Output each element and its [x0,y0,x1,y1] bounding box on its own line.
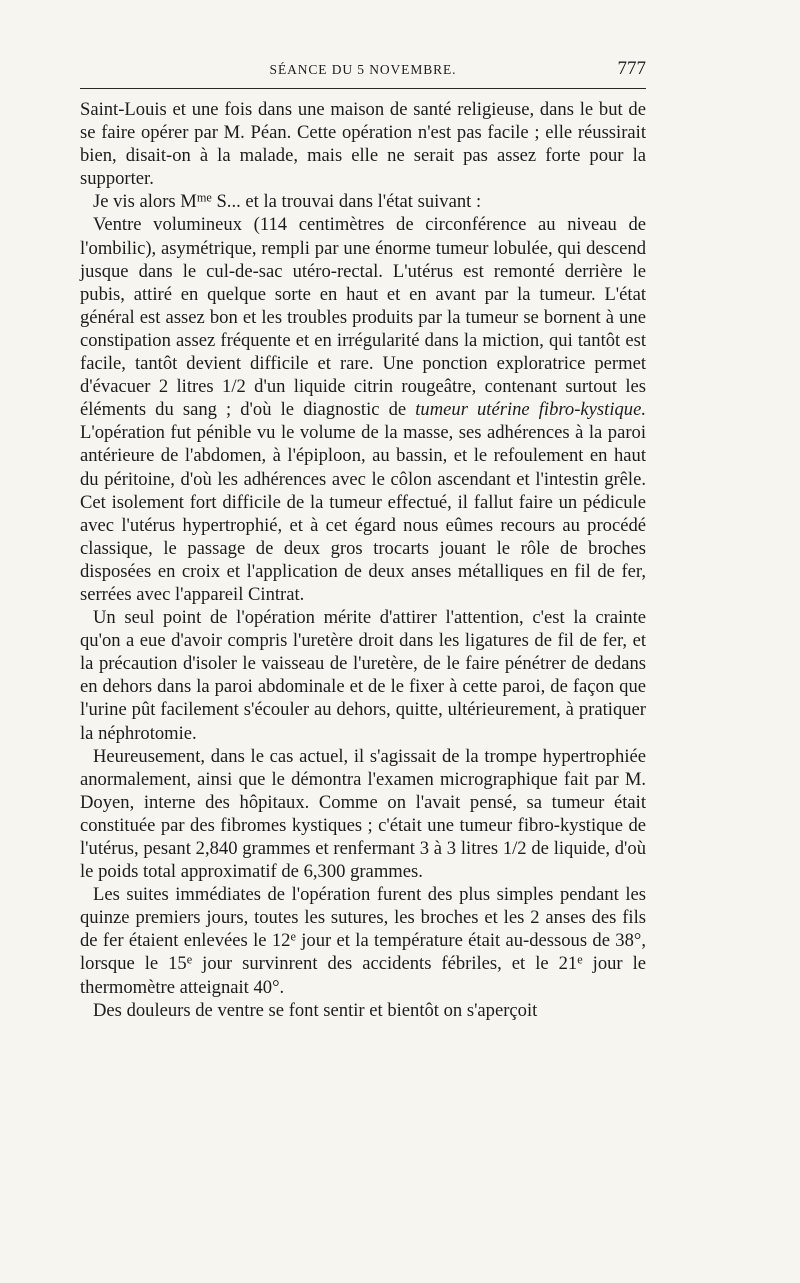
paragraph-6 [80,883,646,998]
italic-term: tumeur utérine fibro-kystique. [415,399,646,421]
text-run: Les suites immédiates de l'opération furent des plus simples pendant les quinze premiers jours, toutes les sutures, les broches et les 2 anses des fils de fer étaient enlevées le 12 [80,884,646,952]
text-run: Ventre volumineux (114 centimètres de circonférence au niveau de l'ombilic), asymétrique, rempli par une énorme tumeur lobulée, qui descend jusque dans le cul-de-sac utéro-rectal. L'utérus est remonté derrière le pubis, attiré en quelque sorte en haut et en avant par la tumeur. L'état général est assez bon et les troubles produits par la tumeur se bornent à une constipation assez fréquente et en irrégularité dans la miction, qui tantôt est facile, tantôt devient difficile et rare. Une ponction exploratrice permet d'évacuer 2 litres 1/2 d'un liquide citrin rougeâtre, contenant surtout les éléments du sang ; d'où le diagnostic de [80,214,646,421]
text-run: S... et la trouvai dans l'état suivant : [211,191,482,213]
running-title: SÉANCE DU 5 NOVEMBRE. [269,62,457,77]
running-head [80,60,646,84]
paragraph-5 [80,745,646,884]
page-number: 777 [617,58,646,79]
body-text [80,98,646,1022]
header-rule [80,88,646,89]
text-run: Des douleurs de ventre se font sentir et bientôt on s'aperçoit [93,999,538,1021]
paragraph-4 [80,606,646,745]
text-run: jour et la température était au-dessous de 38°, lorsque le 15 [80,930,646,975]
text-run: L'opération fut pénible vu le volume de la masse, ses adhérences à la paroi antérieure de l'abdomen, à l'épiploon, au bassin, et le refoulement en haut du péritoine, d'où les adhérences avec le côlon ascendant et l'intestin grêle. Cet isolement fort difficile de la tumeur effectué, il fallut faire un pédicule avec l'utérus hypertrophié, et à cet égard nous eûmes recours au procédé classique, le passage de deux gros trocarts jouant le rôle de broches disposées en croix et l'application de deux anses métalliques en fil de fer, serrées avec l'appareil Cintrat. [80,422,646,605]
text-run: Heureusement, dans le cas actuel, il s'agissait de la trompe hypertrophiée anormalement, ainsi que le démontra l'examen micrographique fait par M. Doyen, interne des hôpitaux. Comme on l'avait pensé, sa tumeur était constituée par des fibromes kystiques ; c'était une tumeur fibro-kystique de l'utérus, pesant 2,840 grammes et renfermant 3 à 3 litres 1/2 de liquide, d'où le poids total approximatif de 6,300 grammes. [80,745,646,883]
superscript: me [196,190,212,205]
superscript: e [186,952,193,967]
paragraph-2 [80,190,646,213]
superscript: e [577,952,583,967]
text-run: Je vis alors M [93,191,197,213]
paragraph-3 [80,213,646,606]
superscript: e [290,929,296,944]
text-run: jour survinrent des accidents fébriles, et le 21 [192,953,578,975]
text-run: jour le thermomètre atteignait 40°. [80,953,647,998]
paragraph-7 [80,999,646,1022]
paragraph-1 [80,98,646,190]
text-run: Un seul point de l'opération mérite d'attirer l'attention, c'est la crainte qu'on a eue d'avoir compris l'uretère droit dans les ligatures de fil de fer, et la précaution d'isoler le vaisseau de l'uretère, de le faire pénétrer de dedans en dehors dans la paroi abdominale et de le fixer à cette paroi, de façon que l'urine pût facilement s'écouler au dehors, quitte, ultérieurement, à pratiquer la néphrotomie. [80,607,646,744]
text-run: Saint-Louis et une fois dans une maison de santé religieuse, dans le but de se faire opérer par M. Péan. Cette opération n'est pas facile ; elle réussirait bien, disait-on à la malade, mais elle ne serait pas assez forte pour la supporter. [80,99,646,190]
